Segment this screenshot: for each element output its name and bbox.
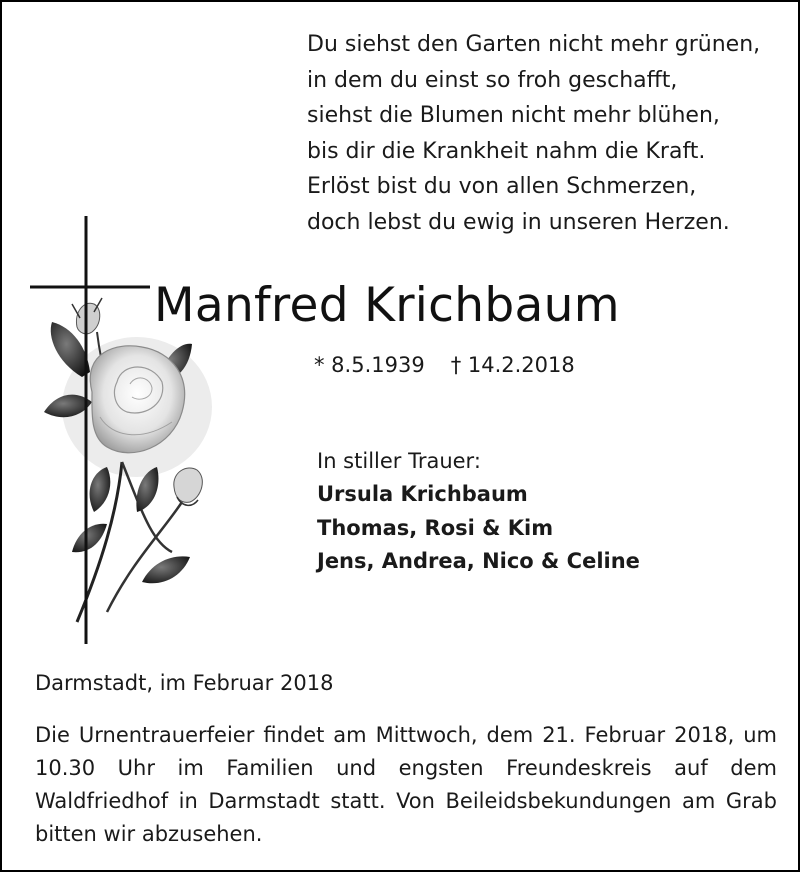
mourners-block [317, 445, 640, 579]
memorial-poem [307, 27, 787, 240]
life-dates [314, 353, 575, 377]
deceased-name: Manfred Krichbaum [154, 278, 620, 333]
poem-line: Du siehst den Garten nicht mehr grünen, [307, 32, 761, 57]
poem-line: siehst die Blumen nicht mehr blühen, [307, 103, 720, 128]
mourning-intro: In stiller Trauer: [317, 449, 481, 473]
death-date: † 14.2.2018 [450, 353, 575, 377]
poem-line: doch lebst du ewig in unseren Herzen. [307, 209, 730, 235]
mourner-name: Jens, Andrea, Nico & Celine [317, 549, 640, 573]
funeral-notice: Die Urnentrauerfeier findet am Mittwoch, dem 21. Februar 2018, um 10.30 Uhr im Familien und engsten Freundeskreis auf dem Waldfriedhof in Darmstadt statt. Von Beileidsbekundungen am Grab bitten wir abzusehen. [35, 723, 777, 846]
poem-line: Erlöst bist du von allen Schmerzen, [307, 174, 697, 199]
birth-date: * 8.5.1939 [314, 353, 425, 377]
mourner-name: Ursula Krichbaum [317, 482, 528, 506]
poem-line: bis dir die Krankheit nahm die Kraft. [307, 138, 706, 164]
mourner-name: Thomas, Rosi & Kim [317, 515, 554, 540]
place-and-date: Darmstadt, im Februar 2018 [35, 671, 334, 695]
poem-line: in dem du einst so froh geschafft, [307, 67, 678, 93]
